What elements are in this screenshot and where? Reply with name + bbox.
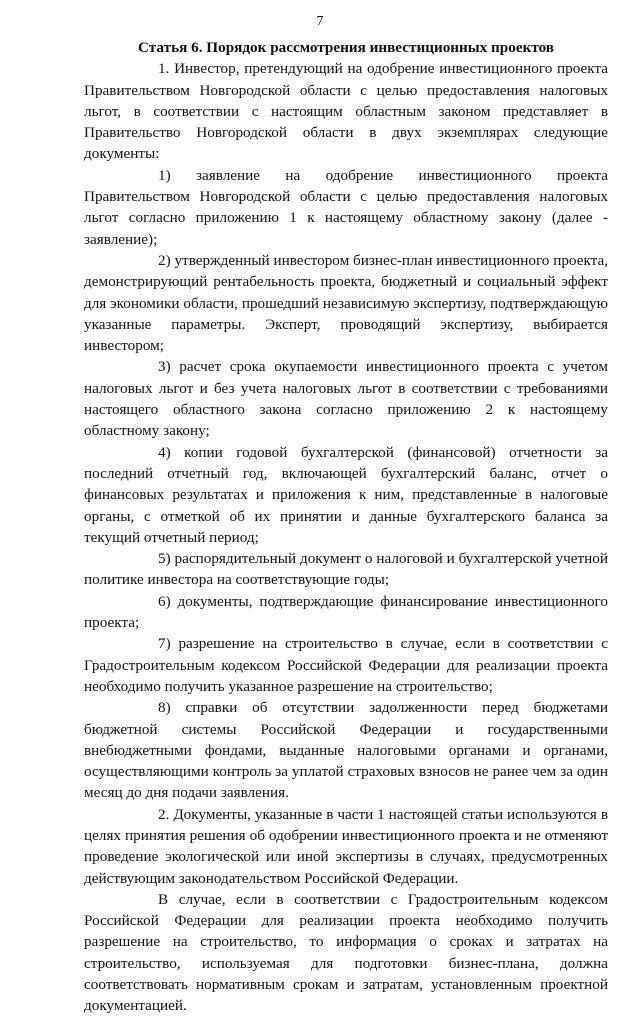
- list-item-2: 2) утвержденный инвестором бизнес-план инвестиционного проекта, демонстрирующий рентабельность проекта, бюджетный и социальный эффект для экономики области, прошедший независимую экспертизу, подтверждающую указанные параметры. Эксперт, проводящий экспертизу, выбирается инвестором;: [84, 251, 608, 355]
- list-item-6: 6) документы, подтверждающие финансирование инвестиционного проекта;: [84, 592, 608, 632]
- paragraph-2: 2. Документы, указанные в части 1 настоящей статьи используются в целях принятия решения об одобрении инвестиционного проекта и не отменяют проведение экологической или иной экспертизы в случаях, предусмотренных действующим законодательством Российской Федерации.: [84, 805, 608, 887]
- list-item-4: 4) копии годовой бухгалтерской (финансовой) отчетности за последний отчетный год, включающей бухгалтерский баланс, отчет о финансовых результатах и приложения к ним, представленные в налоговые органы, с отметкой об их принятии и данные бухгалтерского баланса за текущий отчетный период;: [84, 443, 608, 546]
- page-number: 7: [316, 14, 324, 29]
- list-item-5: 5) распорядительный документ о налоговой и бухгалтерской учетной политике инвестора на соответствующие годы;: [84, 550, 608, 589]
- document-body: [84, 37, 608, 1017]
- paragraph-1: 1. Инвестор, претендующий на одобрение инвестиционного проекта Правительством Новгородской области с целью предоставления налоговых льгот, в соответствии с настоящим областным законом представляет в Правительство Новгородской области в двух экземплярах следующие документы:: [84, 60, 608, 163]
- list-item-8: 8) справки об отсутствии задолженности перед бюджетами бюджетной системы Российской Федерации и государственными внебюджетными фондами, выданные налоговыми органами и органами, осуществляющими контроль за уплатой страховых взносов не ранее чем за один месяц до дня подачи заявления.: [84, 699, 608, 802]
- list-item-1: 1) заявление на одобрение инвестиционного проекта Правительством Новгородской области с целью предоставления налоговых льгот согласно приложению 1 к настоящему областному закону (далее - заявление);: [84, 166, 608, 248]
- list-item-3: 3) расчет срока окупаемости инвестиционного проекта с учетом налоговых льгот и без учета налоговых льгот в соответствии с требованиями настоящего областного закона согласно приложению 2 к настоящему областному закону;: [84, 358, 608, 440]
- paragraph-3: В случае, если в соответствии с Градостроительным кодексом Российской Федерации для реализации проекта необходимо получить разрешение на строительство, то информация о сроках и затратах на строительство, используемая для подготовки бизнес-плана, должна соответствовать нормативным срокам и затратам, установленным проектной документацией.: [84, 890, 608, 1015]
- article-title: Статья 6. Порядок рассмотрения инвестиционных проектов: [138, 39, 554, 56]
- list-item-7: 7) разрешение на строительство в случае, если в соответствии с Градостроительным кодексом Российской Федерации для реализации проекта необходимо получить указанное разрешение на строительство;: [84, 635, 608, 695]
